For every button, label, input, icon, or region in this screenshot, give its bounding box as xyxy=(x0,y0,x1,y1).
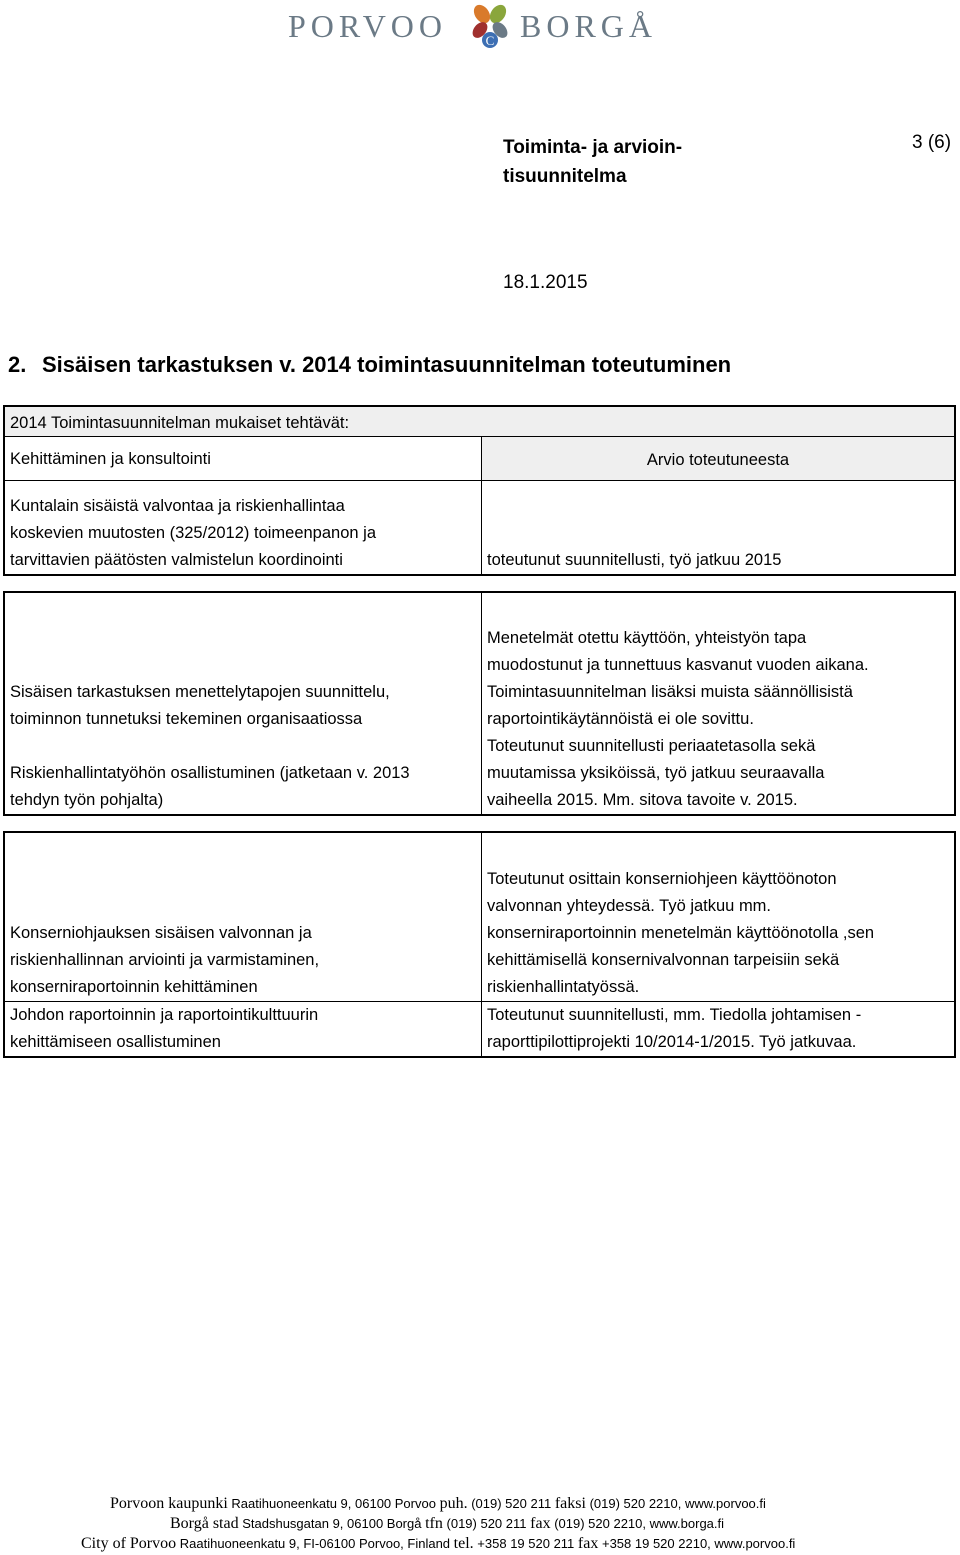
subheader-development: Kehittäminen ja konsultointi xyxy=(10,450,211,468)
assessment-text: toteutunut suunnitellusti, työ jatkuu 2015 xyxy=(487,551,782,569)
footer-line-swedish: Borgå stad Stadshusgatan 9, 06100 Borgå tfn (019) 520 211 fax (019) 520 2210, www.borga.fi xyxy=(170,1515,725,1532)
task-text: Konserniohjauksen sisäisen valvonnan ja riskienhallinnan arviointi ja varmistaminen, konserniraportoinnin kehittäminen xyxy=(10,924,320,996)
task-text: Kuntalain sisäistä valvontaa ja riskienhallintaa koskevien muutosten (325/2012) toimeenpanon ja tarvittavien päätösten valmistelun koordinointi xyxy=(10,497,376,569)
footer-line-finnish: Porvoon kaupunki Raatihuoneenkatu 9, 06100 Porvoo puh. (019) 520 211 faksi (019) 520 2210, www.porvoo.fi xyxy=(110,1495,766,1512)
document-title-line1: Toiminta- ja arvioin- xyxy=(503,137,683,158)
footer-line-english: City of Porvoo Raatihuoneenkatu 9, FI-06100 Porvoo, Finland tel. +358 19 520 211 fax +358 19 520 2210, www.porvoo.fi xyxy=(81,1535,796,1552)
table-subheader-row xyxy=(3,437,956,481)
assessment-text: Toteutunut osittain konserniohjeen käyttöönoton valvonnan yhteydessä. Työ jatkuu mm. konserniraportoinnin menetelmän käyttöönotolla ,sen kehittämisellä konsernivalvonnan tarpeisiin sekä riskienhallintatyössä. xyxy=(487,870,875,996)
page-number: 3 (6) xyxy=(912,132,952,153)
task-cell xyxy=(5,593,481,814)
logo-emblem-icon xyxy=(468,2,512,50)
task-cell xyxy=(5,833,481,1056)
table-row xyxy=(3,831,956,1058)
document-title-line2: tisuunnitelma xyxy=(503,166,627,187)
svg-text:C: C xyxy=(485,33,495,48)
table-row xyxy=(3,591,956,816)
table-row xyxy=(3,481,956,576)
table-header-row: 2014 Toimintasuunnitelman mukaiset tehtävät: xyxy=(3,405,956,437)
plan-realization-table xyxy=(3,405,956,1058)
subheader-assessment: Arvio toteutuneesta xyxy=(481,437,954,480)
assessment-cell xyxy=(481,481,954,574)
task-text: Sisäisen tarkastuksen menettelytapojen suunnittelu, toiminnon tunnetuksi tekeminen organisaatiossa xyxy=(10,683,390,728)
assessment-text: Menetelmät otettu käyttöön, yhteistyön tapa muodostunut ja tunnettuus kasvanut vuoden aikana. Toimintasuunnitelman lisäksi muista säännöllisistä raportointikäytännöistä ei ole sovittu. xyxy=(487,629,869,728)
logo-text-porvoo: PORVOO xyxy=(288,8,448,44)
section-title: Sisäisen tarkastuksen v. 2014 toimintasuunnitelman toteutuminen xyxy=(42,352,732,377)
porvoo-borga-logo xyxy=(288,2,688,50)
section-heading xyxy=(8,352,731,378)
section-number: 2. xyxy=(8,352,27,377)
assessment-text: Toteutunut suunnitellusti, mm. Tiedolla johtamisen - raporttipilottiprojekti 10/2014-1/2015. Työ jatkuvaa. xyxy=(482,1001,954,1056)
logo-text-borga: BORGÅ xyxy=(520,8,658,44)
assessment-cell xyxy=(481,593,954,814)
document-date: 18.1.2015 xyxy=(503,272,588,293)
assessment-cell xyxy=(481,833,954,1056)
task-text: Johdon raportoinnin ja raportointikulttuurin kehittämiseen osallistuminen xyxy=(5,1001,481,1056)
assessment-text: Toteutunut suunnitellusti periaatetasolla sekä muutamissa yksiköissä, työ jatkuu seuraavalla vaiheella 2015. Mm. sitova tavoite v. 2015. xyxy=(487,737,825,809)
task-text: Riskienhallintatyöhön osallistuminen (jatketaan v. 2013 tehdyn työn pohjalta) xyxy=(10,764,410,809)
task-cell xyxy=(5,481,481,574)
document-title xyxy=(503,133,682,191)
